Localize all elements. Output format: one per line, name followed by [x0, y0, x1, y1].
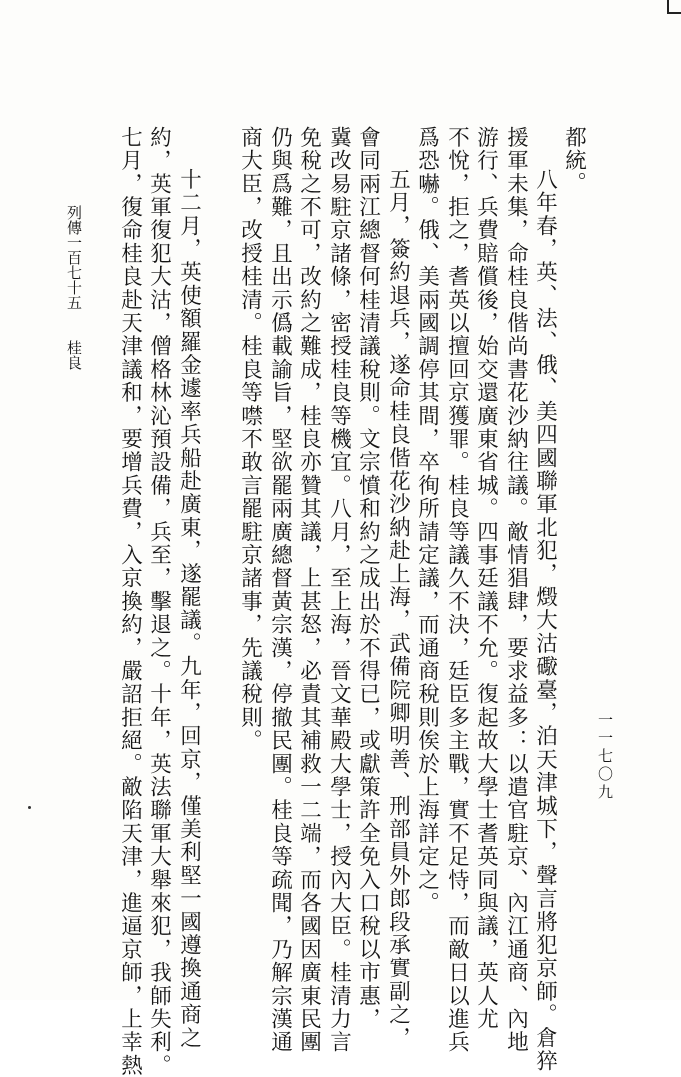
text-column-1: 都統。	[561, 126, 587, 195]
text-column-8: 會同兩江總督何桂清議稅則。文宗憤和約之成出於不得已，或獻策許全免入口稅以市惠，	[355, 126, 381, 1031]
text-column-4: 游行、兵費賠償後，始交還廣東省城。四事廷議不允。復起故大學士耆英同與議，英人尤	[473, 126, 499, 1031]
text-column-6: 爲恐嚇。俄、美兩國調停其間，卒徇所請定議，而通商稅則俟於上海詳定之。	[414, 126, 440, 915]
speck	[28, 806, 31, 809]
text-column-15: 七月，復命桂良赴天津議和，要增兵費，入京換約，嚴詔拒絕。敵陷天津，進逼京師，上幸熱	[117, 126, 143, 1077]
text-column-13: 十二月，英使額羅金遽率兵船赴廣東，遂罷議。九年，回京，僅美利堅一國遵換通商之	[176, 168, 202, 1050]
corner-mark	[667, 0, 681, 14]
running-head-section: 列傳一百七十五	[65, 205, 83, 310]
text-column-5: 不悅，拒之，耆英以擅回京獲罪。桂良等議久不決，廷臣多主戰，實不足恃，而敵日以進兵	[444, 126, 470, 1054]
text-column-11: 仍與爲難，且出示僞載諭旨，堅欲罷兩廣總督黃宗漢，停撤民團。桂良等疏聞，乃解宗漢通	[267, 126, 293, 1054]
text-column-12: 商大臣，改授桂清。桂良等噤不敢言罷駐京諸事，先議稅則。	[237, 126, 263, 753]
text-column-3: 援軍未集，命桂良偕尚書花沙納往議。敵情猖肆，要求益多：以遣官駐京、內江通商、內地	[503, 126, 529, 1054]
text-column-2: 八年春，英、法、俄、美四國聯軍北犯，燬大沽礮臺，泊天津城下，聲言將犯京師。倉猝	[532, 168, 558, 1073]
running-head-name: 桂良	[65, 340, 83, 370]
page-number: 一一七〇九	[596, 712, 614, 802]
running-head	[66, 205, 81, 370]
text-column-7: 五月，簽約退兵，遂命桂良偕花沙納赴上海，武備院卿明善、刑部員外郎段承實副之，	[385, 168, 411, 1050]
text-column-9: 冀改易駐京諸條，密授桂良等機宜。八月，至上海，晉文華殿大學士，授內大臣。桂清力言	[326, 126, 352, 1054]
text-column-14: 約，英軍復犯大沽，僧格林沁預設備，兵至，擊退之。十年，英法聯軍大舉來犯，我師失利。	[146, 126, 172, 1077]
text-column-10: 免稅之不可，改約之難成，桂良亦贊其議，上甚怒，必責其補救一二端，而各國因廣東民團	[296, 126, 322, 1054]
